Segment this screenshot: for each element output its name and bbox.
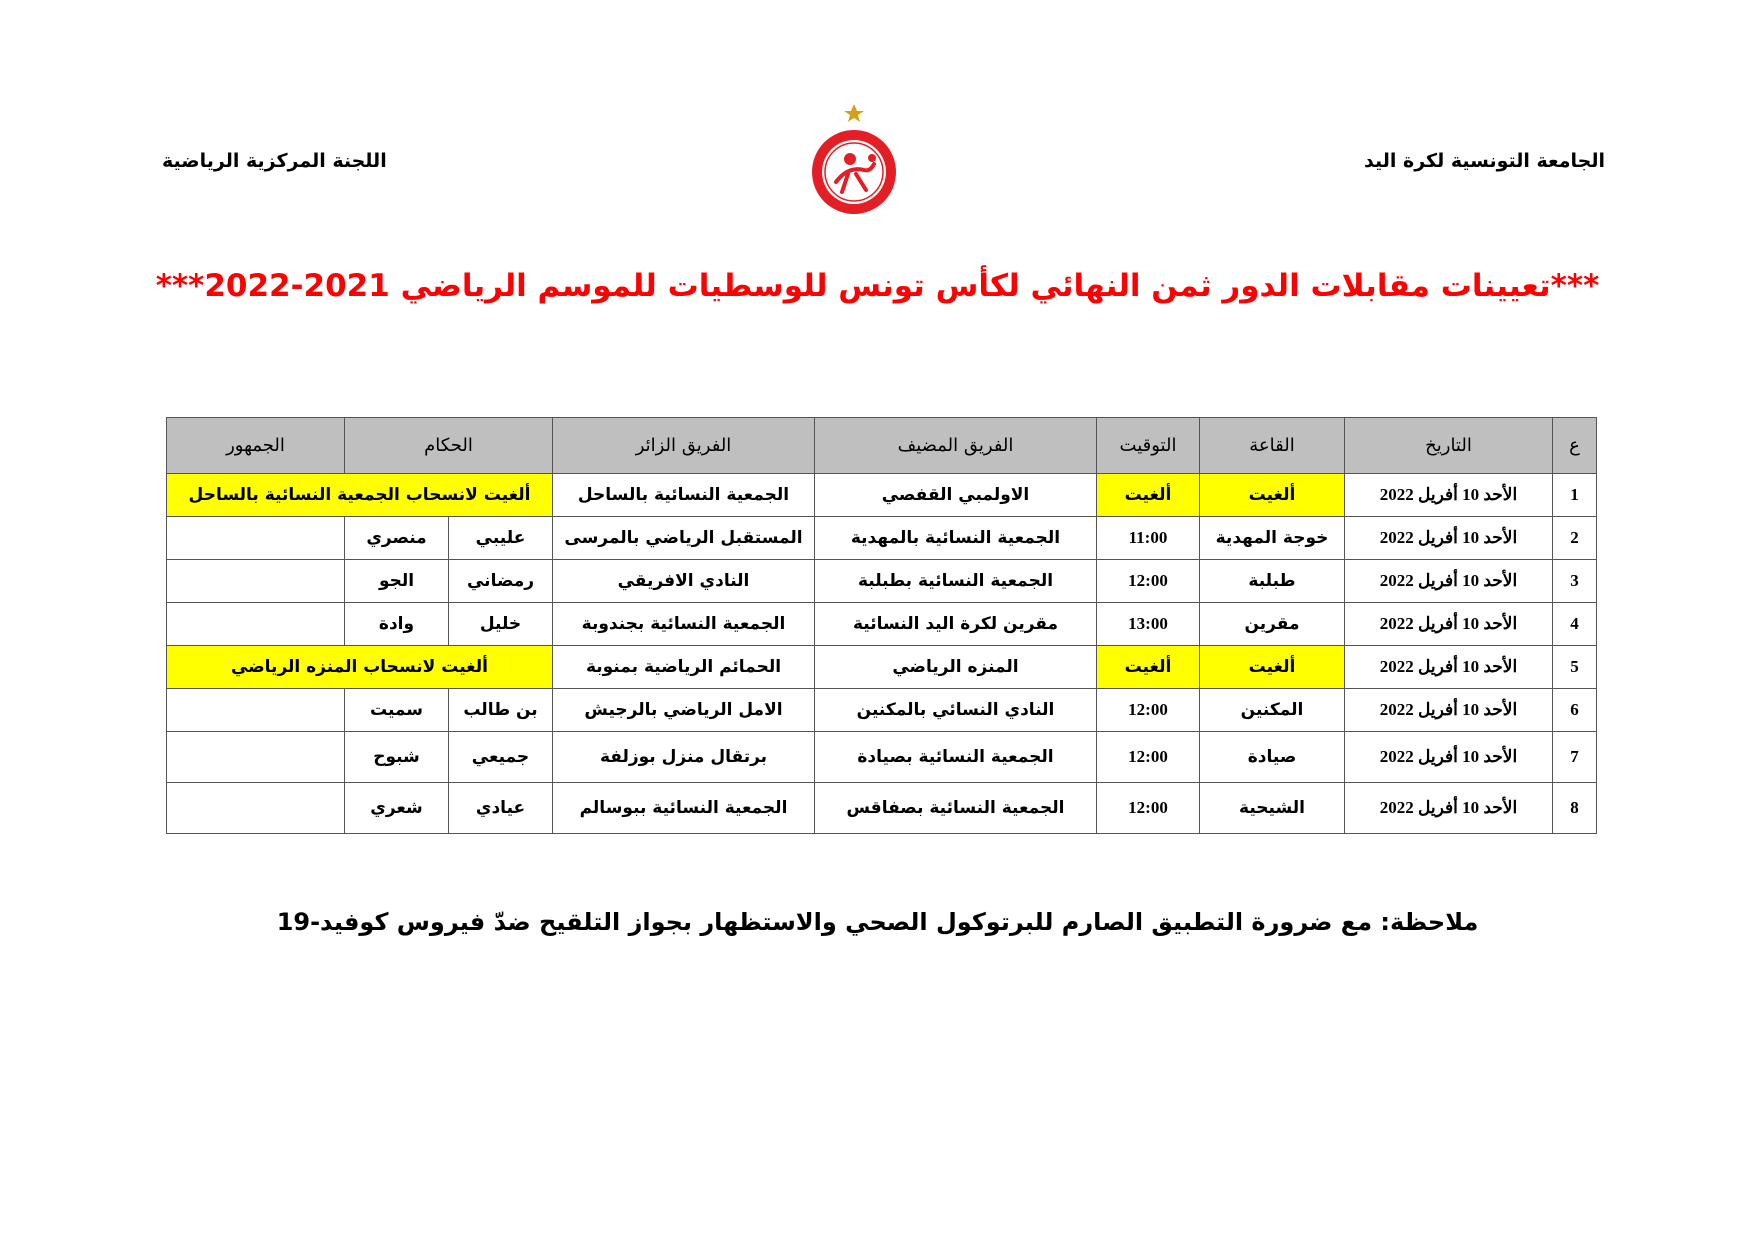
header-audience: الجمهور [167, 418, 345, 474]
row-referee-1: بن طالب [449, 689, 553, 732]
row-venue: خوجة المهدية [1200, 517, 1345, 560]
row-audience [167, 732, 345, 783]
row-time: ألغيت [1097, 646, 1200, 689]
row-away-team: برتقال منزل بوزلفة [553, 732, 815, 783]
row-audience [167, 689, 345, 732]
header-num: ع [1553, 418, 1597, 474]
row-referee-1: عيادي [449, 783, 553, 834]
row-audience [167, 783, 345, 834]
row-referee-2: وادة [345, 603, 449, 646]
row-num: 8 [1553, 783, 1597, 834]
row-date: الأحد 10 أفريل 2022 [1345, 783, 1553, 834]
row-away-team: الجمعية النسائية بجندوبة [553, 603, 815, 646]
row-num: 6 [1553, 689, 1597, 732]
row-num: 4 [1553, 603, 1597, 646]
row-referee-2: سميت [345, 689, 449, 732]
row-num: 5 [1553, 646, 1597, 689]
header-venue: القاعة [1200, 418, 1345, 474]
row-date: الأحد 10 أفريل 2022 [1345, 517, 1553, 560]
row-home-team: مقرين لكرة اليد النسائية [815, 603, 1097, 646]
row-home-team: الجمعية النسائية بصفاقس [815, 783, 1097, 834]
row-cancel-note: ألغيت لانسحاب المنزه الرياضي [167, 646, 553, 689]
row-home-team: النادي النسائي بالمكنين [815, 689, 1097, 732]
header-away-team: الفريق الزائر [553, 418, 815, 474]
row-referee-2: الجو [345, 560, 449, 603]
row-away-team: الجمعية النسائية ببوسالم [553, 783, 815, 834]
row-home-team: المنزه الرياضي [815, 646, 1097, 689]
row-audience [167, 603, 345, 646]
row-away-team: الجمعية النسائية بالساحل [553, 474, 815, 517]
row-referee-2: شعري [345, 783, 449, 834]
table-row [167, 603, 1597, 646]
row-away-team: الامل الرياضي بالرجيش [553, 689, 815, 732]
row-date: الأحد 10 أفريل 2022 [1345, 732, 1553, 783]
row-time: ألغيت [1097, 474, 1200, 517]
row-referee-1: خليل [449, 603, 553, 646]
row-referee-2: منصري [345, 517, 449, 560]
row-time: 12:00 [1097, 689, 1200, 732]
table-row [167, 517, 1597, 560]
header-date: التاريخ [1345, 418, 1553, 474]
row-venue: طبلبة [1200, 560, 1345, 603]
row-referee-1: رمضاني [449, 560, 553, 603]
table-row [167, 560, 1597, 603]
row-time: 12:00 [1097, 783, 1200, 834]
sports-committee-name: اللجنة المركزية الرياضية [162, 150, 387, 172]
row-date: الأحد 10 أفريل 2022 [1345, 474, 1553, 517]
row-referee-1: جميعي [449, 732, 553, 783]
row-venue: ألغيت [1200, 646, 1345, 689]
row-away-team: الحمائم الرياضية بمنوبة [553, 646, 815, 689]
table-row [167, 646, 1597, 689]
row-home-team: الجمعية النسائية بطبلبة [815, 560, 1097, 603]
row-home-team: الجمعية النسائية بالمهدية [815, 517, 1097, 560]
table-row [167, 689, 1597, 732]
table-header-row [167, 418, 1597, 474]
row-venue: ألغيت [1200, 474, 1345, 517]
table-row [167, 732, 1597, 783]
schedule-table [166, 417, 1597, 834]
row-venue: صيادة [1200, 732, 1345, 783]
page-title: ***تعيينات مقابلات الدور ثمن النهائي لكأس تونس للوسطيات للموسم الرياضي 2021-2022*** [155, 268, 1600, 304]
row-date: الأحد 10 أفريل 2022 [1345, 560, 1553, 603]
header-home-team: الفريق المضيف [815, 418, 1097, 474]
row-date: الأحد 10 أفريل 2022 [1345, 603, 1553, 646]
row-away-team: المستقبل الرياضي بالمرسى [553, 517, 815, 560]
row-audience [167, 560, 345, 603]
row-date: الأحد 10 أفريل 2022 [1345, 689, 1553, 732]
header-referees: الحكام [345, 418, 553, 474]
header-time: التوقيت [1097, 418, 1200, 474]
health-protocol-note: ملاحظة: مع ضرورة التطبيق الصارم للبرتوكول الصحي والاستظهار بجواز التلقيح ضدّ فيروس كوفيد-19 [276, 908, 1479, 936]
row-venue: مقرين [1200, 603, 1345, 646]
table-row [167, 783, 1597, 834]
row-time: 12:00 [1097, 732, 1200, 783]
row-num: 2 [1553, 517, 1597, 560]
row-referee-2: شبوح [345, 732, 449, 783]
row-cancel-note: ألغيت لانسحاب الجمعية النسائية بالساحل [167, 474, 553, 517]
row-referee-1: عليبي [449, 517, 553, 560]
row-away-team: النادي الافريقي [553, 560, 815, 603]
federation-logo-icon [808, 104, 900, 218]
row-num: 1 [1553, 474, 1597, 517]
row-home-team: الجمعية النسائية بصيادة [815, 732, 1097, 783]
row-venue: المكنين [1200, 689, 1345, 732]
row-time: 13:00 [1097, 603, 1200, 646]
row-num: 3 [1553, 560, 1597, 603]
table-row [167, 474, 1597, 517]
row-home-team: الاولمبي القفصي [815, 474, 1097, 517]
row-date: الأحد 10 أفريل 2022 [1345, 646, 1553, 689]
federation-name: الجامعة التونسية لكرة اليد [1364, 150, 1605, 172]
row-time: 11:00 [1097, 517, 1200, 560]
row-time: 12:00 [1097, 560, 1200, 603]
row-num: 7 [1553, 732, 1597, 783]
row-venue: الشيحية [1200, 783, 1345, 834]
row-audience [167, 517, 345, 560]
